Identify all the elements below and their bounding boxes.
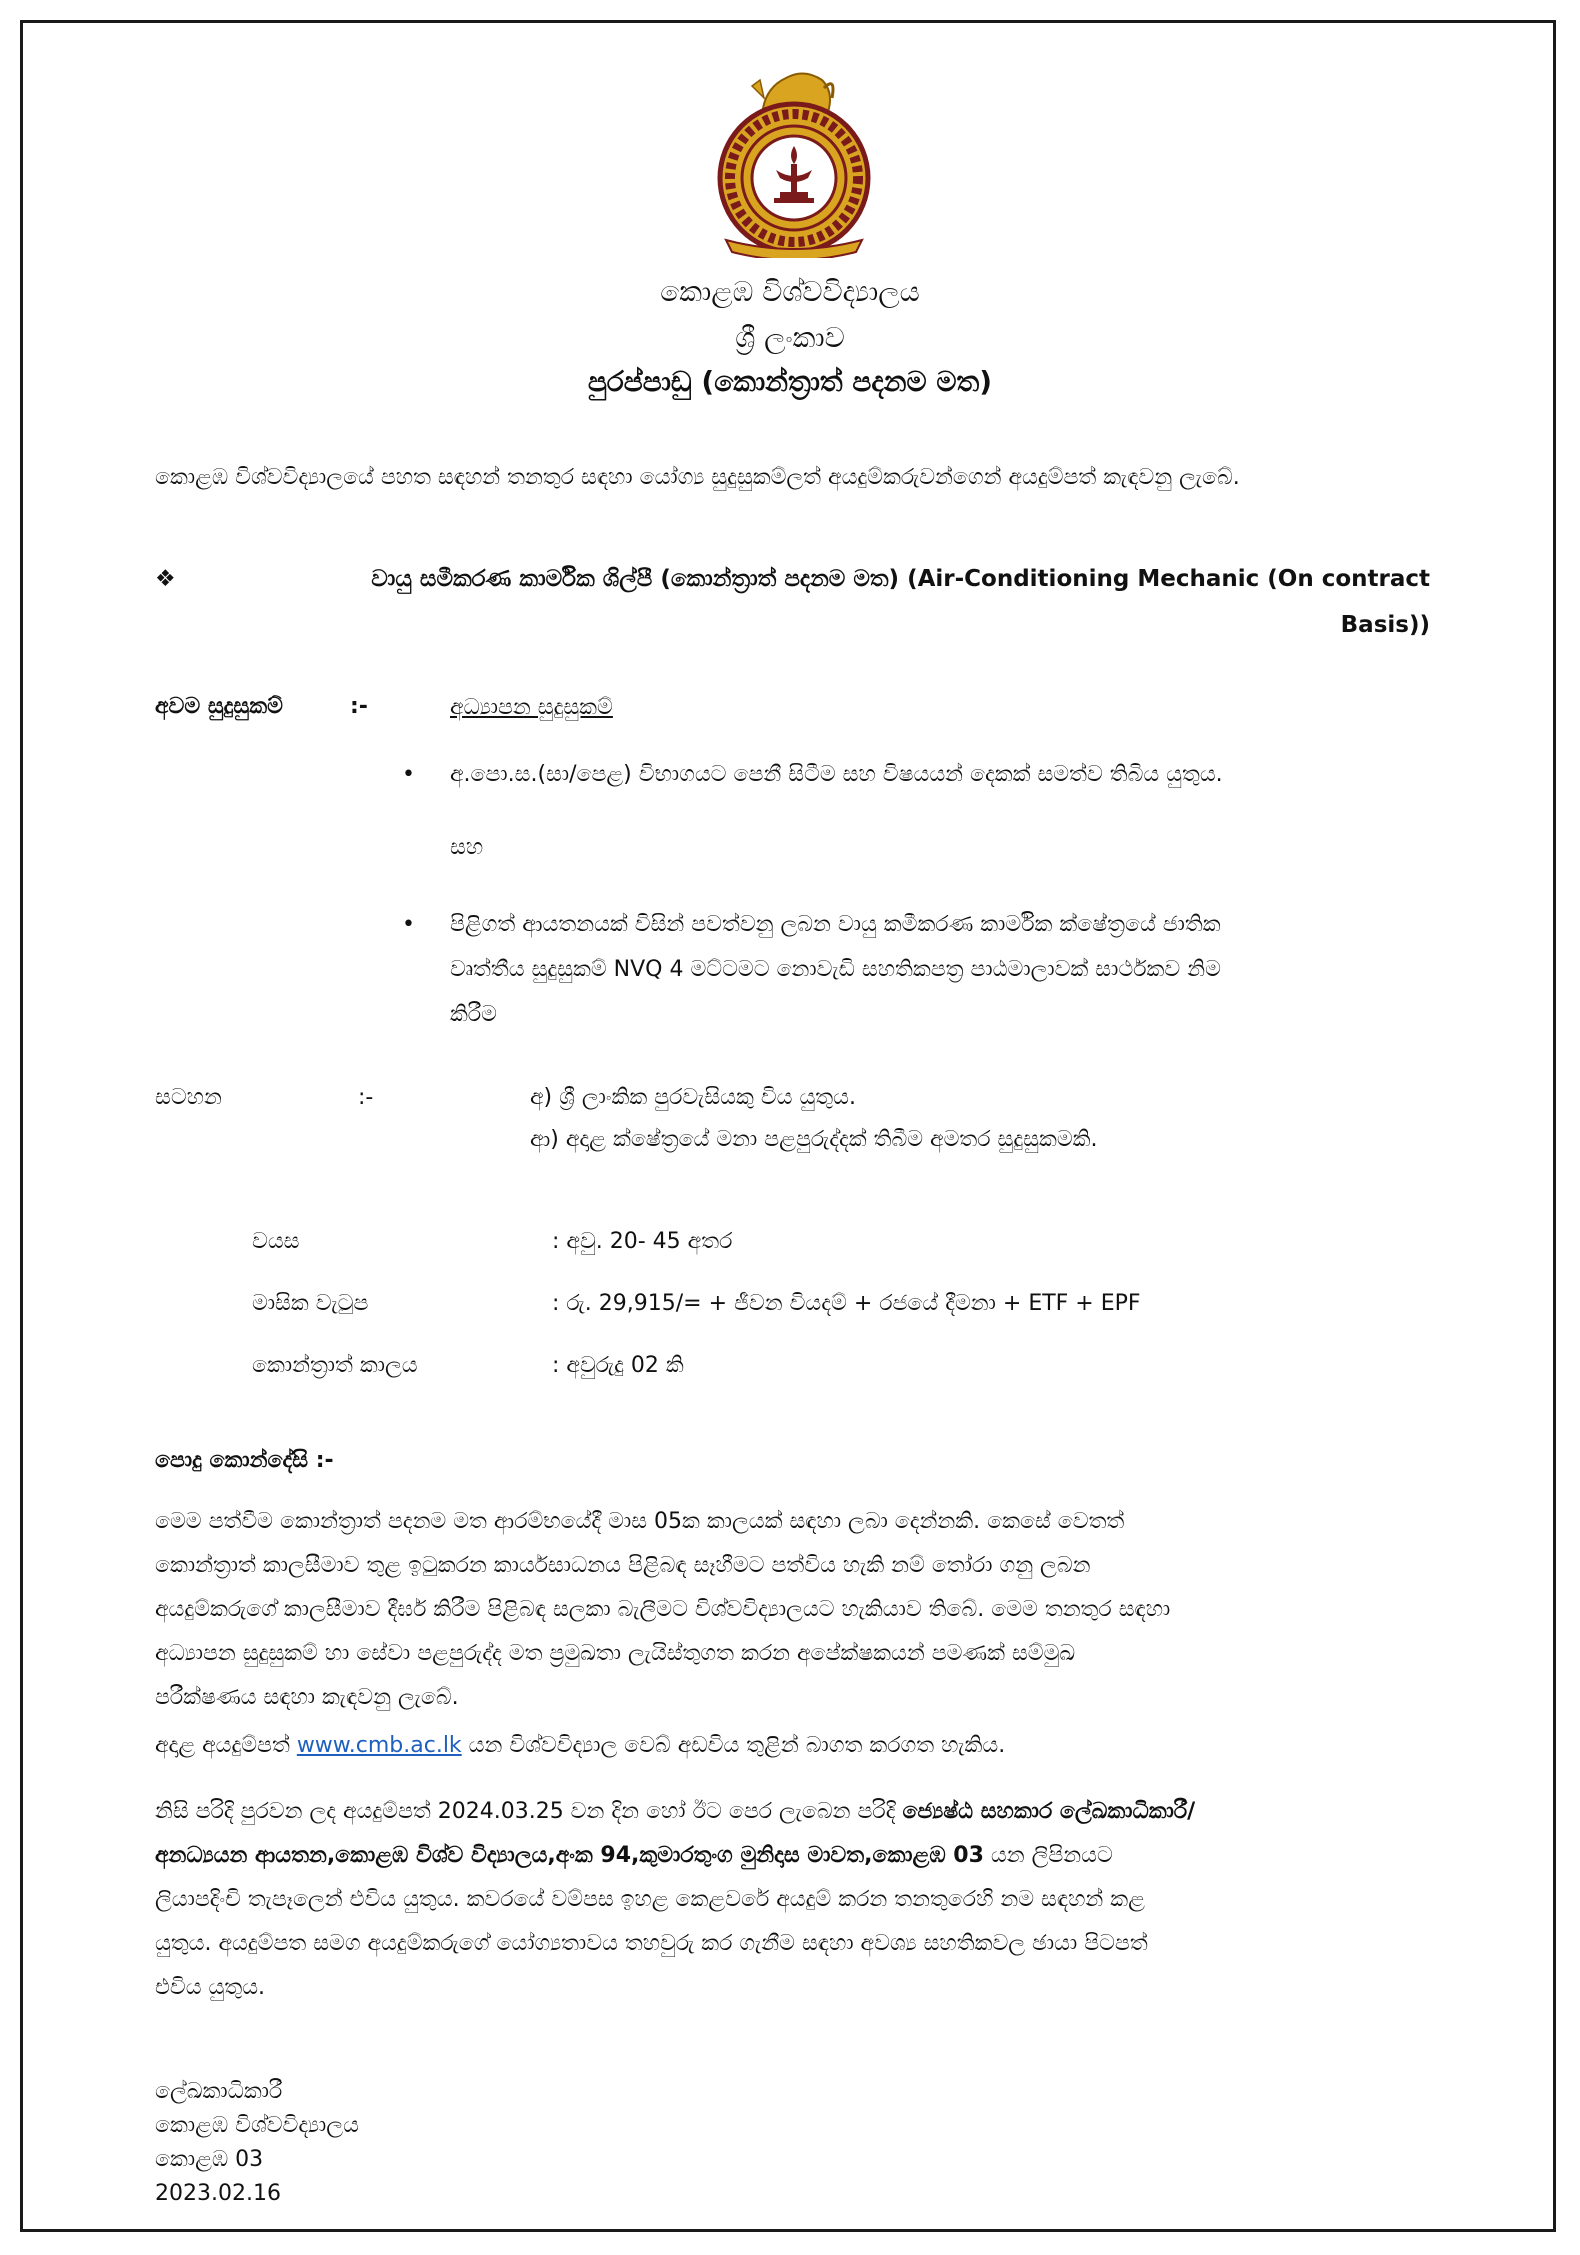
- general-para1-line2: කොන්ත්‍රාත් කාලසීමාව තුළ ඉටුකරන කාර්යසාධනය පිළිබඳ සෑහීමට පත්විය හැකි නම් තෝරා ගනු ලබන: [155, 1553, 1091, 1578]
- general-para1-line5: පරීක්ෂණය සඳහා කැඳවනු ලැබේ.: [155, 1685, 459, 1710]
- university-name: කොළඹ විශ්වවිද්‍යාලය: [660, 275, 920, 308]
- submission-line3: ලියාපදිංචි තැපෑලෙන් එවිය යුතුය. කවරයේ වම්පස ඉහළ කෙළවරේ අයදුම් කරන තනතුරෙහි නම සඳහන් කළ: [155, 1887, 1145, 1912]
- qualification-item-2-line3: කිරීම: [450, 1002, 497, 1027]
- bullet-dot-icon: •: [402, 912, 415, 937]
- intro-paragraph: කොළඹ විශ්වවිද්‍යාලයේ පහත සඳහන් තනතුර සඳහා යෝග්‍ය සුදුසුකම්ලත් අයදුම්කරුවන්ගෙන් අයදුම්පත් කැඳවනු ලැබේ.: [155, 465, 1240, 490]
- qualification-item-2-line2: වෘත්තීය සුදුසුකම් NVQ 4 මට්ටමට නොවැඩි සහතිකපත්‍ර පාඨමාලාවක් සාර්ථකව නිම: [450, 957, 1221, 982]
- education-qualifications-heading: අධ්‍යාපන සුදුසුකම්: [450, 695, 613, 720]
- post-title-line1: වායු සමීකරණ කාර්මික ශිල්පී (කොන්ත්‍රාත් පදනම මත) (Air-Conditioning Mechanic (On contract: [371, 566, 1430, 592]
- min-qualifications-separator: :-: [350, 694, 368, 719]
- country-name: ශ්‍රී ලංකාව: [735, 321, 845, 354]
- download-prefix: අදාළ අයදුම්පත්: [155, 1733, 297, 1758]
- general-para1-line3: අයදුම්කරුගේ කාලසීමාව දීර්ඝ කිරීම පිළිබඳ සලකා බැලීමට විශ්වවිද්‍යාලයට හැකියාව තිබේ. මෙම තනතුර සඳහා: [155, 1597, 1171, 1622]
- post-bullet: ❖: [155, 566, 176, 592]
- general-para1-line4: අධ්‍යාපන සුදුසුකම් හා සේවා පළපුරුද්ද මත ප්‍රමුඛතා ලැයිස්තුගත කරන අපේක්ෂකයන් පමණක් සම්මුඛ: [155, 1641, 1076, 1666]
- min-qualifications-label: අවම සුදුසුකම්: [155, 694, 283, 719]
- download-suffix: යන විශ්වවිද්‍යාල වෙබ් අඩවිය තුළින් බාගත කරගත හැකිය.: [461, 1733, 1006, 1758]
- university-crest-logo: [664, 58, 924, 258]
- signatory-city: කොළඹ 03: [155, 2147, 264, 2172]
- age-value: : අවු. 20- 45 අතර: [552, 1229, 733, 1254]
- notes-separator: :-: [358, 1085, 374, 1110]
- bullet-dot-icon: •: [402, 762, 415, 787]
- notes-label: සටහන: [155, 1085, 222, 1110]
- age-label: වයස: [252, 1229, 300, 1254]
- general-para1-line1: මෙම පත්වීම කොන්ත්‍රාත් පදනම මත ආරම්භයේදී මාස 05ක කාලයක් සඳහා ලබා දෙන්නකි. කෙසේ වෙතත්: [155, 1509, 1125, 1534]
- submission-line2: [155, 1836, 1425, 1876]
- general-conditions-heading: පොදු කොන්දේසි :-: [155, 1448, 334, 1473]
- contract-period-value: : අවුරුදු 02 කි: [552, 1353, 684, 1378]
- submission-addressee: ජ්‍යෙෂ්ඨ සහකාර ලේඛකාධිකාරී/: [902, 1799, 1196, 1824]
- download-line: [155, 1726, 1425, 1766]
- salary-value: : රු. 29,915/= + ජීවන වියදම් + රජයේ දීමනා + ETF + EPF: [552, 1291, 1141, 1316]
- signatory-university: කොළඹ විශ්වවිද්‍යාලය: [155, 2113, 359, 2138]
- salary-label: මාසික වැටුප: [252, 1291, 369, 1316]
- signatory-title: ලේඛකාධිකාරී: [155, 2079, 283, 2104]
- submission-line5: එවිය යුතුය.: [155, 1975, 266, 2000]
- submission-line4: යුතුය. අයදුම්පත සමග අයදුම්කරුගේ යෝග්‍යතාවය තහවුරු කර ගැනීම සඳහා අවශ්‍ය සහතිකවල ඡායා පිටපත්: [155, 1931, 1148, 1956]
- post-title-line2: Basis)): [1340, 612, 1430, 638]
- notice-title: පුරප්පාඩු (කොන්ත්‍රාත් පදනම මත): [587, 365, 993, 398]
- submission-text: නිසි පරිදි පුරවන ලද අයදුම්පත් 2024.03.25 වන දින හෝ ඊට පෙර ලැබෙන පරිදි: [155, 1799, 903, 1824]
- qualification-item-1: අ.පො.ස.(සා/පෙළ) විභාගයට පෙනී සිටීම සහ විෂයයන් දෙකක් සමත්ව තිබිය යුතුය.: [450, 762, 1223, 787]
- qualification-item-2-line1: පිළිගත් ආයතනයක් විසින් පවත්වනු ලබන වායු කමීකරණ කාර්මික ක්ෂේත්‍රයේ ජාතික: [450, 912, 1221, 937]
- submission-text: යන ලිපිනයට: [983, 1843, 1113, 1868]
- note-item-a: අ) ශ්‍රී ලාංකික පුරවැසියකු විය යුතුය.: [530, 1085, 856, 1110]
- contract-period-label: කොන්ත්‍රාත් කාලය: [252, 1353, 418, 1378]
- conjunction-and: සහ: [450, 835, 484, 860]
- submission-address: අනධ්‍යයන ආයතන,කොළඹ විශ්ව විද්‍යාලය,අංක 94,කුමාරතුංග මුනිදාස මාවත,කොළඹ 03: [155, 1843, 984, 1868]
- submission-line1: [155, 1792, 1425, 1832]
- university-website-link[interactable]: www.cmb.ac.lk: [296, 1733, 462, 1758]
- note-item-b: ආ) අදාළ ක්ෂේත්‍රයේ මනා පළපුරුද්දක් තිබීම අමතර සුදුසුකමකි.: [530, 1127, 1098, 1152]
- signature-date: 2023.02.16: [155, 2181, 281, 2206]
